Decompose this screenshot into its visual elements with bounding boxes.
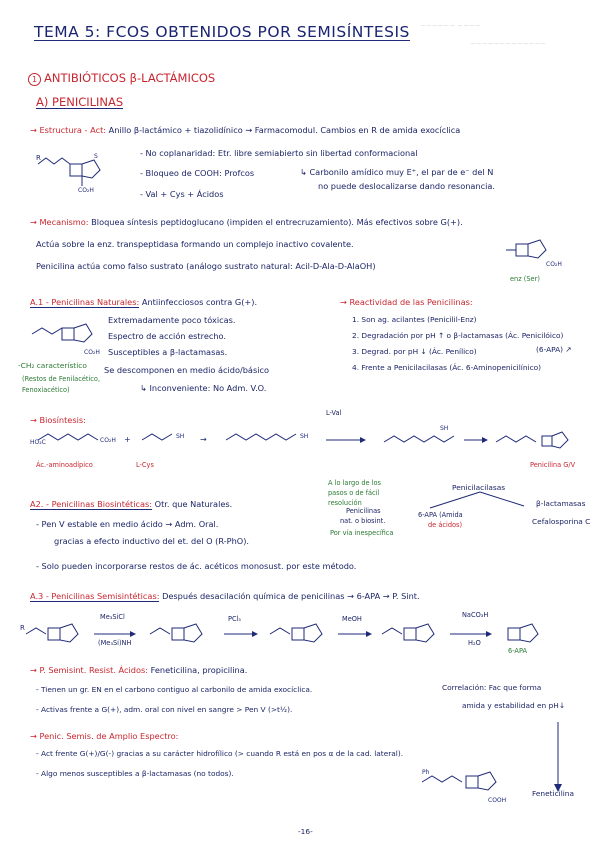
estructura-line3b: ↳ Carbonilo amídico muy E⁺, el par de e⁻ del N xyxy=(300,167,494,177)
biosintesis-title: → Biosíntesis: xyxy=(30,415,86,425)
a1-title-rest: Antiinfecciosos contra G(+). xyxy=(141,297,258,307)
estructura-line3: - Bloqueo de COOH: Profcos xyxy=(140,168,255,178)
mecanismo-text: Bloquea síntesis peptidoglucano (impiden el entrecruzamiento). Más efectivos sobre G(+). xyxy=(91,217,463,227)
a1-heading xyxy=(30,298,257,307)
a3-title: A.3 - Penicilinas Semisintéticas: xyxy=(30,591,160,601)
trend-arrow xyxy=(548,722,568,794)
estructura-line xyxy=(30,126,460,135)
svg-text:R: R xyxy=(20,624,25,632)
reactividad-l4: 4. Frente a Penicilacilasas (Ác. 6-Aminopenicilínico) xyxy=(352,363,542,372)
svg-text:COOH: COOH xyxy=(488,797,507,804)
feneticilina-label: Feneticilina xyxy=(532,789,575,798)
estructura-line3c: no puede deslocalizarse dando resonancia. xyxy=(318,181,496,191)
reactividad-tag: (6-APA) ↗ xyxy=(536,345,572,354)
a2-line1: - Pen V estable en medio ácido → Adm. Oral. xyxy=(36,519,219,529)
resist-line2b: amida y estabilidad en pH↓ xyxy=(462,701,566,710)
svg-text:CO₂H: CO₂H xyxy=(546,261,562,268)
estructura-text: Anillo β-lactámico + tiazolidínico ⇝ Farmacomodul. Cambios en R de amida exocíclica xyxy=(108,125,461,135)
reagent-1: Me₃SiCl xyxy=(100,613,125,621)
label-via: Por vía inespecífica xyxy=(330,529,394,537)
section-title: ANTIBIÓTICOS β-LACTÁMICOS xyxy=(44,71,216,85)
section-number: 1 xyxy=(28,73,41,86)
svg-text:SH: SH xyxy=(300,433,309,440)
reactividad-title: → Reactividad de las Penicilinas: xyxy=(340,297,473,307)
label-natural2: nat. o biosint. xyxy=(340,517,386,525)
svg-text:SH: SH xyxy=(440,425,449,432)
a1-side-note3: Fenoxiacético) xyxy=(22,386,70,394)
svg-text:HO₂C: HO₂C xyxy=(30,439,46,446)
bio-note3: resolución xyxy=(328,499,362,507)
svg-text:S: S xyxy=(94,153,98,160)
svg-text:Ph: Ph xyxy=(422,769,430,776)
label-6apa2: de ácidos) xyxy=(428,521,463,529)
label-lactamasas: β-lactamasas xyxy=(536,499,586,508)
label-6apa-product: 6-APA xyxy=(508,647,528,655)
label-cefalosporina: Cefalosporina C xyxy=(532,517,591,526)
resist-line1: - Tienen un gr. EN en el carbono contiguo al carbonilo de amida exocíclica. xyxy=(36,685,313,694)
label-pen-g: Penicilina G/V xyxy=(530,461,576,469)
a2-title-rest: Otr. que Naturales. xyxy=(154,499,233,509)
reactividad-l3: 3. Degrad. por pH ↓ (Ác. Penílico) xyxy=(352,347,477,356)
enzyme-note: enz (Ser) xyxy=(510,275,540,283)
reactividad-l1: 1. Son ag. acilantes (Penicilil-Enz) xyxy=(352,315,477,324)
svg-text:R: R xyxy=(36,154,41,162)
a2-title: A2. - Penicilinas Biosintéticas: xyxy=(30,499,153,509)
a1-line5: ↳ Inconveniente: No Adm. V.O. xyxy=(140,383,267,393)
resist-title: → P. Semisint. Resist. Ácidos: xyxy=(30,665,149,675)
a3-title-rest: Después desacilación química de penicilinas → 6-APA → P. Sint. xyxy=(162,591,420,601)
ghost-text: ~~~~~~ ~~~~ xyxy=(420,22,481,30)
feneticilina-structure xyxy=(420,762,530,806)
estructura-line2: - No coplanaridad: Etr. libre semiabierto sin libertad conformacional xyxy=(140,148,418,158)
resist-title-rest: Feneticilina, propicilina. xyxy=(150,665,248,675)
mecanismo-line3: Penicilina actúa como falso sustrato (análogo sustrato natural: Acil-D-Ala-D-AlaOH) xyxy=(36,261,376,271)
acyl-enzyme-structure xyxy=(506,234,576,274)
reactividad-l2: 2. Degradación por pH ↑ o β-lactamasas (Ác. Penicilóico) xyxy=(352,331,564,340)
estructura-label: → Estructura - Act: xyxy=(30,125,107,135)
a3-heading xyxy=(30,592,420,601)
reagent-1b: (Me₃Si)NH xyxy=(98,639,132,647)
biosynthesis-scheme xyxy=(30,420,600,480)
svg-text:SH: SH xyxy=(176,433,185,440)
bio-note2: pasos o de fácil xyxy=(328,489,380,497)
bio-note1: A lo largo de los xyxy=(328,479,381,487)
a2-line2: - Solo pueden incorporarse restos de ác. acéticos monosust. por este método. xyxy=(36,561,357,571)
mecanismo-line1 xyxy=(30,218,463,227)
a1-line1: Extremadamente poco tóxicas. xyxy=(108,315,236,325)
label-aminoadipico: Ác.-aminoadípico xyxy=(36,461,93,469)
page-number: -16- xyxy=(298,827,313,836)
estructura-line4: - Val + Cys + Ácidos xyxy=(140,189,224,199)
a1-line2: Espectro de acción estrecho. xyxy=(108,331,227,341)
a2-line1b: gracias a efecto inductivo del et. del O (R-PhO). xyxy=(54,536,250,546)
reagent-4: NaCO₃H xyxy=(462,611,489,619)
resist-line1b: Correlación: Fac que forma xyxy=(442,683,542,692)
label-natural: Penicilinas xyxy=(346,507,381,515)
mecanismo-line2: Actúa sobre la enz. transpeptidasa formando un complejo inactivo covalente. xyxy=(36,239,354,249)
a2-heading xyxy=(30,500,232,509)
reagent-4b: H₂O xyxy=(468,639,481,647)
label-cys: L-Cys xyxy=(136,461,154,469)
reagent-3: MeOH xyxy=(342,615,362,623)
a1-line3: Susceptibles a β-lactamasas. xyxy=(108,347,228,357)
label-val: L-Val xyxy=(326,409,342,417)
mecanismo-label: → Mecanismo: xyxy=(30,217,89,227)
resist-heading xyxy=(30,666,247,675)
amplio-title: → Penic. Semis. de Amplio Espectro: xyxy=(30,731,179,741)
resist-line2: - Activas frente a G(+), adm. oral con nivel en sangre > Pen V (>t½). xyxy=(36,705,293,714)
svg-text:CO₂H: CO₂H xyxy=(100,437,116,444)
label-penicilacilasas: Penicilacilasas xyxy=(452,483,506,492)
amplio-line2: - Algo menos susceptibles a β-lactamasas (no todos). xyxy=(36,769,234,778)
subsection-title: A) PENICILINAS xyxy=(36,95,124,109)
ghost-text: ~~~~~~~~~~~~~ xyxy=(470,40,547,48)
a1-line4: Se descomponen en medio ácido/básico xyxy=(104,365,269,375)
svg-text:CO₂H: CO₂H xyxy=(84,349,100,356)
branch-arrows xyxy=(420,488,540,512)
reagent-2: PCl₅ xyxy=(228,615,242,623)
svg-text:+: + xyxy=(124,435,131,444)
pen-natural-structure xyxy=(32,314,102,358)
penicillin-structure xyxy=(38,146,108,196)
amplio-line1: - Act frente G(+)/G(-) gracias a su carácter hidrofílico (> cuando R está en pos α de la cad. lateral). xyxy=(36,749,404,758)
page-title: TEMA 5: FCOS OBTENIDOS POR SEMISÍNTESIS xyxy=(34,23,410,41)
section-heading xyxy=(28,72,215,86)
svg-text:→: → xyxy=(200,435,207,444)
a1-title: A.1 - Penicilinas Naturales: xyxy=(30,297,140,307)
a1-side-note1: -CH₂ característico xyxy=(18,361,87,370)
a1-side-note2: (Restos de Fenilacético, xyxy=(22,375,101,383)
svg-text:CO₂H: CO₂H xyxy=(78,187,94,194)
label-6apa: 6-APA (Amida xyxy=(418,511,463,519)
